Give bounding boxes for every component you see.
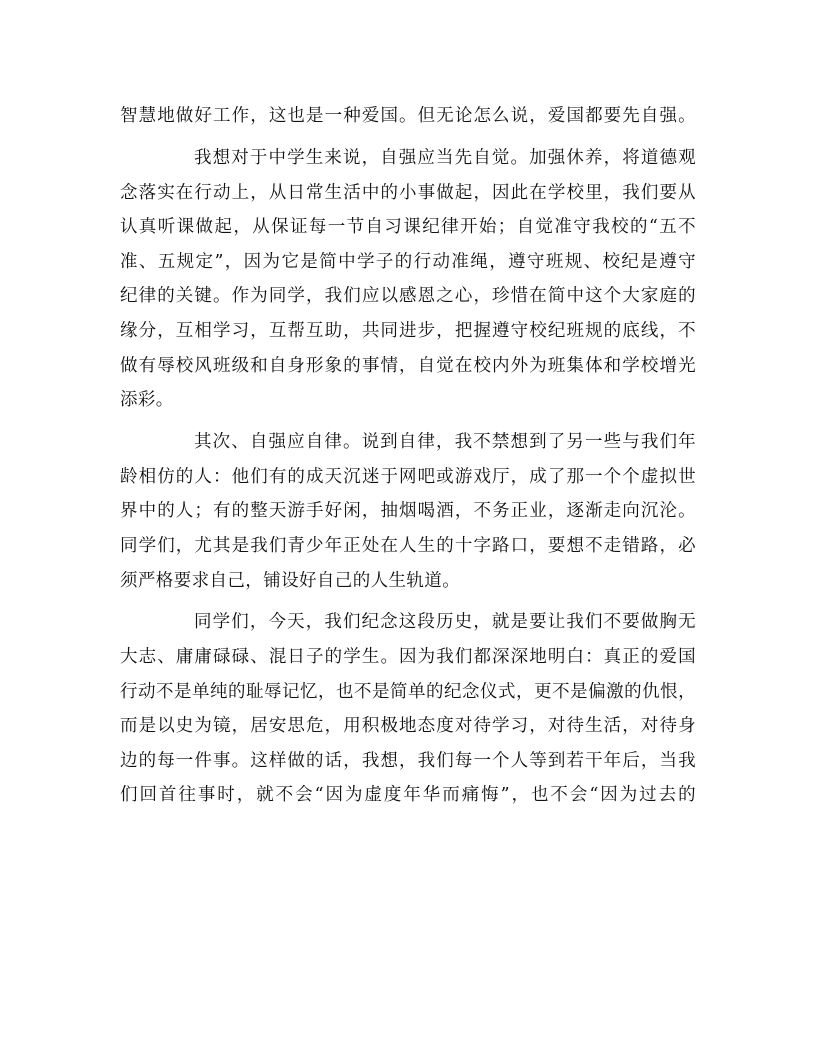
text-line: 龄相仿的人：他们有的成天沉迷于网吧或游戏厅，成了那一个个虚拟世 — [120, 466, 696, 487]
paragraph-gap — [120, 418, 696, 425]
text-line: 们回首往事时，就不会“因为虚度年华而痛悔”，也不会“因为过去的 — [120, 785, 696, 806]
paragraph-gap — [120, 134, 696, 141]
text-line: 行动不是单纯的耻辱记忆，也不是简单的纪念仪式，更不是偏激的仇恨， — [120, 681, 696, 702]
text-line: 智慧地做好工作，这也是一种爱国。但无论怎么说，爱国都要先自强。 — [120, 106, 696, 126]
text-line: 认真听课做起，从保证每一节自习课纪律开始；自觉准守我校的“五不 — [120, 217, 696, 238]
text-line: 添彩。 — [120, 390, 174, 411]
text-line: 边的每一件事。这样做的话，我想，我们每一个人等到若干年后，当我 — [120, 750, 696, 771]
document-body — [120, 99, 696, 813]
text-line: 做有辱校风班级和自身形象的事情，自觉在校内外为班集体和学校增光 — [120, 355, 696, 376]
text-line: 纪律的关键。作为同学，我们应以感恩之心，珍惜在简中这个大家庭的 — [120, 286, 696, 307]
text-line: 同学们，尤其是我们青少年正处在人生的十字路口，要想不走错路，必 — [120, 535, 696, 556]
text-line: 念落实在行动上，从日常生活中的小事做起，因此在学校里，我们要从 — [120, 182, 696, 203]
paragraph-first-line: 我想对于中学生来说，自强应当先自觉。加强休养，将道德观 — [194, 147, 696, 168]
text-line: 须严格要求自己，铺设好自己的人生轨道。 — [120, 570, 461, 591]
text-line: 缘分，互相学习，互帮互助，共同进步，把握遵守校纪班规的底线，不 — [120, 320, 696, 341]
paragraph-first-line: 同学们，今天，我们纪念这段历史，就是要让我们不要做胸无 — [194, 612, 696, 633]
text-line: 而是以史为镜，居安思危，用积极地态度对待学习，对待生活，对待身 — [120, 716, 696, 737]
text-line: 准、五规定”，因为它是简中学子的行动准绳，遵守班规、校纪是遵守 — [120, 251, 696, 272]
text-line: 界中的人；有的整天游手好闲，抽烟喝酒，不务正业，逐渐走向沉沦。 — [120, 501, 696, 522]
paragraph-gap — [120, 598, 696, 605]
paragraph-first-line: 其次、自强应自律。说到自律，我不禁想到了另一些与我们年 — [194, 432, 696, 453]
text-line: 大志、庸庸碌碌、混日子的学生。因为我们都深深地明白：真正的爱国 — [120, 647, 696, 668]
